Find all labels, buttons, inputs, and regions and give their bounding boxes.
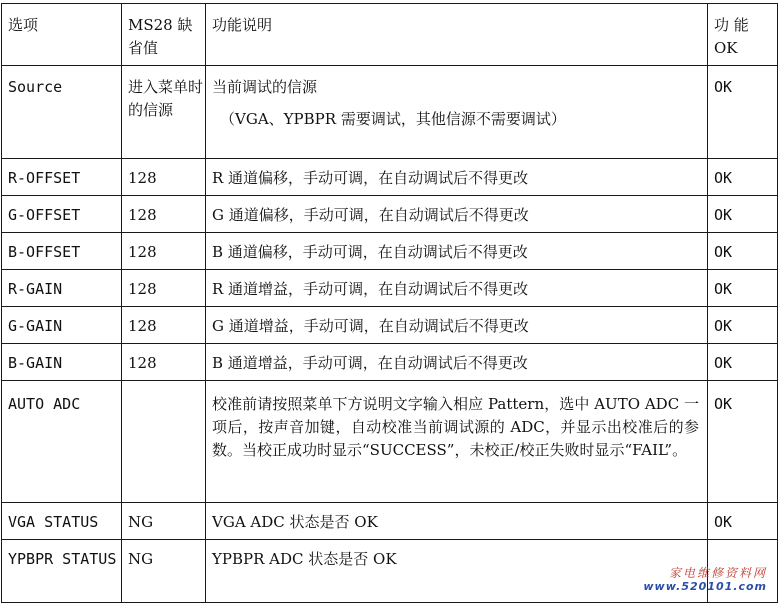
row-option: R-GAIN [2,270,122,307]
row-description: VGA ADC 状态是否 OK [206,503,708,540]
row-description-text: 校准前请按照菜单下方说明文字输入相应 Pattern，选中 AUTO ADC 一项后，按声音加键，自动校准当前调试源的 ADC，并显示出校准后的参数。当校正成功时显示“SUCCESS”，未校正/校正失败时显示“FAIL”。 [212,395,699,459]
row-default: 128 [122,344,206,381]
row-default: 128 [122,307,206,344]
row-option: AUTO ADC [2,381,122,503]
row-default [122,381,206,503]
row-status: OK [708,233,778,270]
row-description: B 通道增益，手动可调，在自动调试后不得更改 [206,344,708,381]
row-status: OK [708,159,778,196]
row-default: NG [122,540,206,603]
row-default: 128 [122,196,206,233]
row-option: Source [2,66,122,159]
table-row [2,381,778,503]
row-option: G-GAIN [2,307,122,344]
row-description: YPBPR ADC 状态是否 OK [206,540,708,603]
table-row [2,270,778,307]
table-row [2,503,778,540]
row-description [206,66,708,159]
site-watermark [643,567,767,593]
table-row [2,307,778,344]
row-status: OK [708,344,778,381]
row-status: OK [708,270,778,307]
header-option: 选项 [2,4,122,66]
row-description-main: 当前调试的信源 [212,78,318,96]
row-option: G-OFFSET [2,196,122,233]
row-description: G 通道增益，手动可调，在自动调试后不得更改 [206,307,708,344]
row-default: 128 [122,159,206,196]
row-status: OK [708,307,778,344]
row-status: OK [708,66,778,159]
header-default: MS28 缺省值 [122,4,206,66]
row-description: G 通道偏移，手动可调，在自动调试后不得更改 [206,196,708,233]
watermark-text: 家电维修资料网 [668,566,767,580]
table-row [2,159,778,196]
row-default: 进入菜单时的信源 [122,66,206,159]
row-option: R-OFFSET [2,159,122,196]
row-option: B-OFFSET [2,233,122,270]
row-status: OK [708,196,778,233]
table-row [2,344,778,381]
row-description-note: （VGA、YPBPR 需要调试，其他信源不需要调试） [220,110,566,128]
row-status: OK [708,503,778,540]
row-option: B-GAIN [2,344,122,381]
watermark-url: www.520101.com [643,580,767,593]
row-option: VGA STATUS [2,503,122,540]
row-description: R 通道偏移，手动可调，在自动调试后不得更改 [206,159,708,196]
table-row [2,66,778,159]
table-row [2,196,778,233]
row-description: B 通道偏移，手动可调，在自动调试后不得更改 [206,233,708,270]
row-default: 128 [122,233,206,270]
table-row [2,233,778,270]
row-option: YPBPR STATUS [2,540,122,603]
header-function-ok: 功 能 OK [708,4,778,66]
adc-settings-table [1,3,778,603]
row-description [206,381,708,503]
row-description: R 通道增益，手动可调，在自动调试后不得更改 [206,270,708,307]
table-header-row [2,4,778,66]
row-default: NG [122,503,206,540]
row-status: OK [708,381,778,503]
row-default: 128 [122,270,206,307]
header-description: 功能说明 [206,4,708,66]
